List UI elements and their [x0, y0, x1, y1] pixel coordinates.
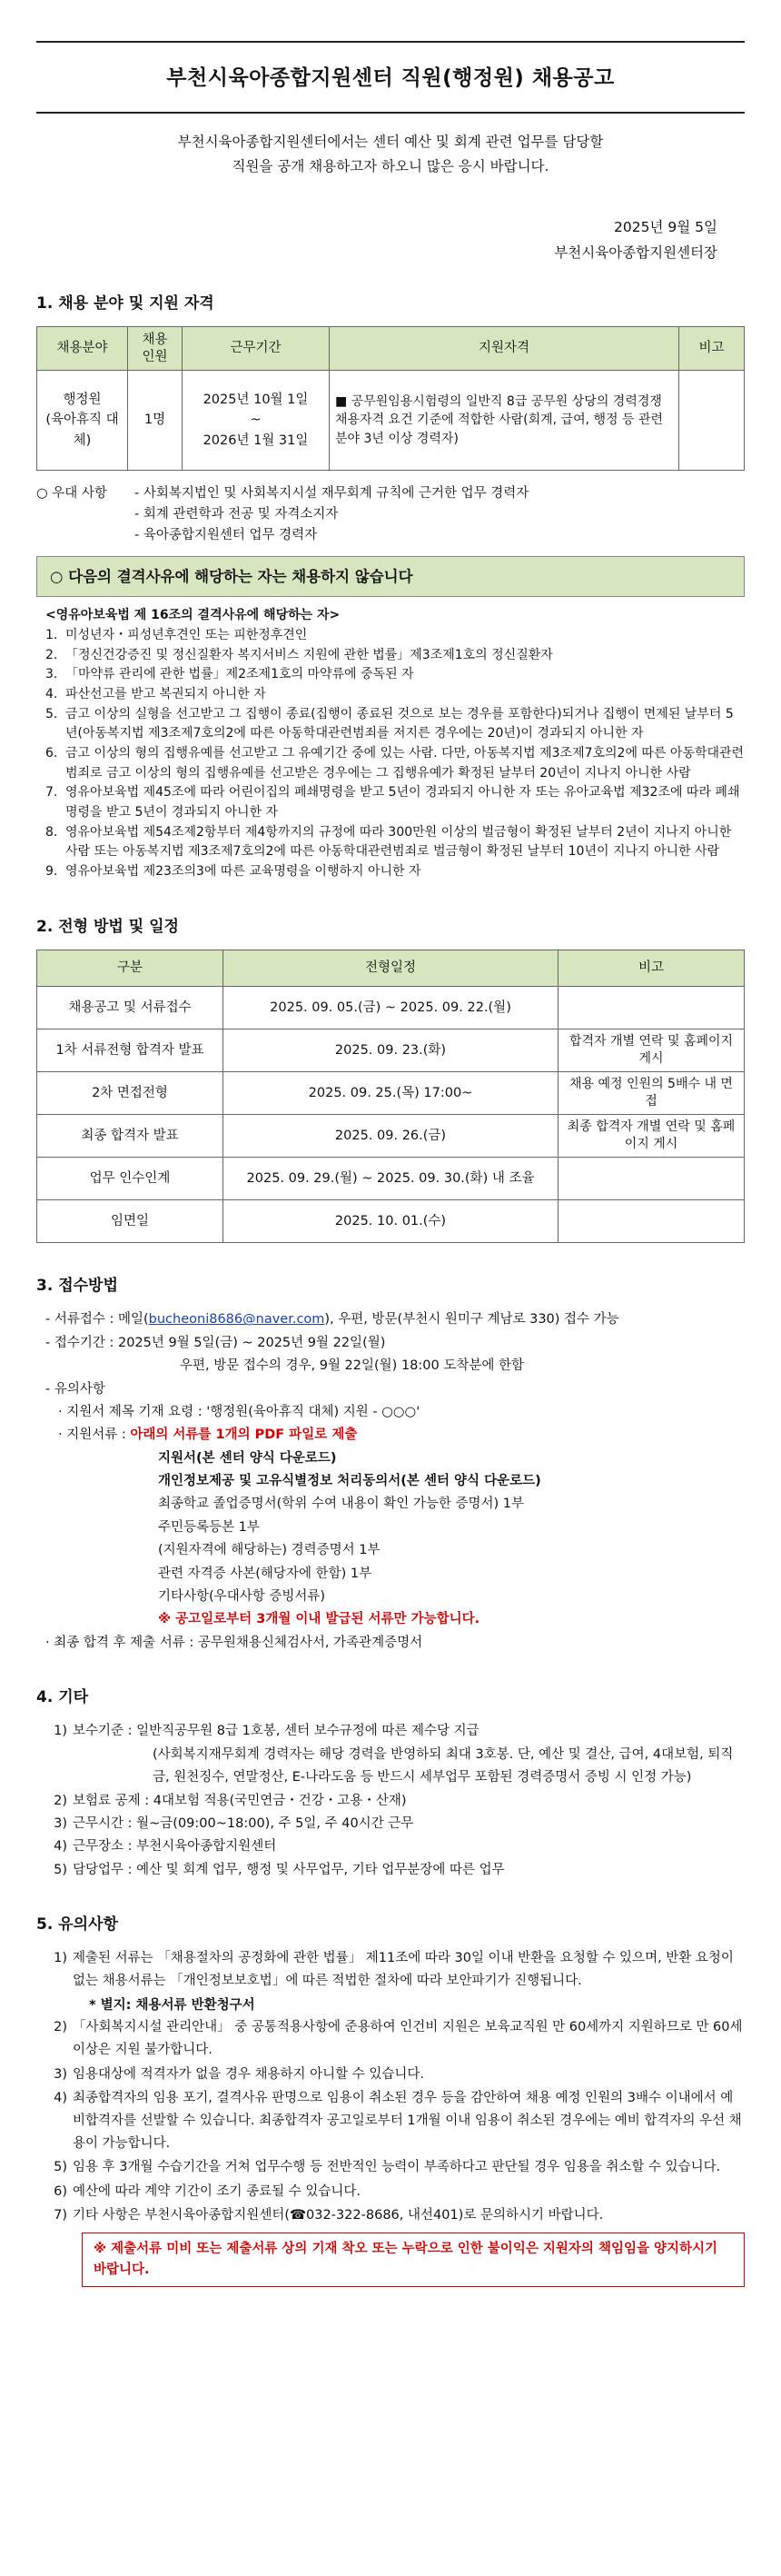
col-header: 전형일정: [223, 950, 559, 987]
recruit-table: [36, 326, 745, 471]
list-item: 6) 예산에 따라 계약 기간이 조기 종료될 수 있습니다.: [54, 2183, 361, 2199]
preference-item: - 육아종합지원센터 업무 경력자: [134, 528, 318, 543]
table-header-row: [37, 950, 745, 987]
list-item: 3. 「마약류 관리에 관한 법률」제2조제1호의 마약류에 중독된 자: [45, 667, 414, 682]
issue-block: [36, 215, 745, 266]
section-3-heading: 3. 접수방법: [36, 1277, 118, 1296]
doc-item: 지원서(본 센터 양식 다운로드): [158, 1450, 337, 1466]
doc-item: (지원자격에 해당하는) 경력증명서 1부: [158, 1543, 381, 1558]
list-item: 1. 미성년자・피성년후견인 또는 피한정후견인: [45, 627, 308, 642]
page-title: 부천시육아종합지원센터 직원(행정원) 채용공고: [166, 66, 615, 90]
cell-field: 행정원 (육아휴직 대체): [37, 371, 128, 471]
list-item: 6. 금고 이상의 형의 집행유예를 선고받고 그 유예기간 중에 있는 사람. 다만, 아동복지법 제3조제7호의2에 따른 아동학대관련범죄로 금고 이상의 형의 집행유예를 선고받은 경우에는 그 집행유예가 확정된 날부터 20년이 지나지 아니한 사람: [45, 745, 745, 781]
period-tilde: ~: [250, 413, 262, 428]
period-line: - 접수기간 : 2025년 9월 5일(금) ~ 2025년 9월 22일(월): [45, 1335, 386, 1350]
col-header: 지원자격: [330, 327, 679, 371]
list-item: 3) 임용대상에 적격자가 없을 경우 채용하지 아니할 수 있습니다.: [54, 2066, 425, 2082]
list-item: 2) 보험료 공제 : 4대보험 적용(국민연금・건강・고용・산재): [54, 1793, 407, 1808]
application-method: [36, 1308, 745, 1655]
section-2-heading: 2. 전형 방법 및 일정: [36, 917, 179, 936]
list-item: 4. 파산선고를 받고 복권되지 아니한 자: [45, 686, 266, 701]
preference-item: - 회계 관련학과 전공 및 자격소지자: [134, 507, 339, 522]
final-docs: · 최종 합격 후 제출 서류 : 공무원채용신체검사서, 가족관계증명서: [45, 1635, 423, 1650]
list-item: 2. 「정신건강증진 및 정신질환자 복지서비스 지원에 관한 법률」제3조제1호의 정신질환자: [45, 647, 553, 662]
table-row: 채용공고 및 서류접수 2025. 09. 05.(금) ~ 2025. 09. 22.(월): [37, 987, 745, 1029]
docs-warning: ※ 공고일로부터 3개월 이내 발급된 서류만 가능합니다.: [158, 1612, 480, 1627]
cell-qualification: ■ 공무원임용시험령의 일반직 8급 공무원 상당의 경력경쟁채용자격 요건 기준에 적합한 사람(회계, 급여, 행정 등 관련 분야 3년 이상 경력자): [330, 371, 679, 471]
list-item: 9. 영유아보육법 제23조의3에 따른 교육명령을 이행하지 아니한 자: [45, 864, 421, 880]
intro: [36, 130, 745, 179]
table-row: 최종 합격자 발표 2025. 09. 26.(금) 최종 합격자 개별 연락 및 홈페이지 게시: [37, 1115, 745, 1158]
col-header: 채용 인원: [128, 327, 183, 371]
list-item: 4) 근무장소 : 부천시육아종합지원센터: [54, 1839, 277, 1855]
table-row: 임면일 2025. 10. 01.(수): [37, 1200, 745, 1243]
col-header: 근무기간: [183, 327, 330, 371]
cell-count: 1명: [128, 371, 183, 471]
period-note: 우편, 방문 접수의 경우, 9월 22일(월) 18:00 도착분에 한함: [180, 1358, 524, 1374]
list-item: 3) 근무시간 : 월~금(09:00~18:00), 주 5일, 주 40시간 근무: [54, 1815, 414, 1831]
return-form-note: * 별지: 채용서류 반환청구서: [89, 1997, 255, 2013]
period-end: 2026년 1월 31일: [203, 433, 309, 448]
doc-item: 관련 자격증 사본(해당자에 한함) 1부: [158, 1566, 372, 1581]
list-item: 5. 금고 이상의 실형을 선고받고 그 집행이 종료(집행이 종료된 것으로 보는 경우를 포함한다)되거나 집행이 면제된 날부터 5년(아동복지법 제3조제7호의2에 따른 아동학대관련범죄를 저지른 경우에는 20년)이 경과되지 아니한 자: [45, 706, 734, 741]
doc-item: 최종학교 졸업증명서(학위 수여 내용이 확인 가능한 증명서) 1부: [158, 1497, 524, 1512]
disqualification-heading: <영유아보육법 제 16조의 결격사유에 해당하는 자>: [45, 608, 341, 623]
doc-item: 기타사항(우대사항 증빙서류): [158, 1588, 326, 1604]
list-item: 1) 보수기준 : 일반직공무원 8급 1호봉, 센터 보수규정에 따른 제수당 지급: [54, 1724, 479, 1739]
schedule-table: [36, 950, 745, 1243]
section-4-heading: 4. 기타: [36, 1688, 89, 1707]
section-5-heading: 5. 유의사항: [36, 1915, 118, 1934]
notice-head: - 유의사항: [45, 1381, 105, 1397]
list-item: 5) 담당업무 : 예산 및 회계 업무, 행정 및 사무업무, 기타 업무분장에 따른 업무: [54, 1862, 505, 1877]
subject-rule: · 지원서 제목 기재 요령 : '행정원(육아휴직 대체) 지원 - ○○○': [58, 1404, 420, 1419]
intro-line: 부천시육아종합지원센터에서는 센터 예산 및 회계 관련 업무를 담당할: [177, 133, 604, 150]
preference-item: - 사회복지법인 및 사회복지시설 재무회계 규칙에 근거한 업무 경력자: [134, 486, 529, 502]
intro-line: 직원을 공개 채용하고자 하오니 많은 응시 바랍니다.: [232, 157, 549, 174]
preference-block: [36, 483, 745, 547]
list-item: 2) 「사회복지시설 관리안내」 중 공통적용사항에 준용하여 인건비 지원은 보육교직원 만 60세까지 지원하므로 만 60세 이상은 지원 불가합니다.: [54, 2020, 743, 2057]
table-header-row: [37, 327, 745, 371]
col-header: 비고: [679, 327, 745, 371]
title-rule: [36, 112, 745, 114]
precautions: [36, 1947, 745, 2287]
list-item: 8. 영유아보육법 제54조제2항부터 제4항까지의 규정에 따라 300만원 이상의 벌금형이 확정된 날부터 2년이 지나지 아니한 사람 또는 아동복지법 제3조제7호의2에 따른 아동학대관련범죄로 벌금형이 확정된 날부터 10년이 지나지 아니한 사람: [45, 824, 732, 860]
col-header: 채용분야: [37, 327, 128, 371]
table-row: [37, 371, 745, 471]
issuer: 부천시육아종합지원센터장: [554, 244, 717, 261]
list-item: 7) 기타 사항은 부천시육아종합지원센터(☎032-322-8686, 내선401)로 문의하시기 바랍니다.: [54, 2208, 604, 2223]
cell-note: [679, 371, 745, 471]
disqualification-banner: ○ 다음의 결격사유에 해당하는 자는 채용하지 않습니다: [36, 556, 745, 598]
list-item: 7. 영유아보육법 제45조에 따라 어린이집의 폐쇄명령을 받고 5년이 경과되지 아니한 자 또는 유아교육법 제32조에 따라 폐쇄명령을 받고 5년이 경과되지 아니한 자: [45, 785, 740, 821]
doc-item: 개인정보제공 및 고유식별정보 처리동의서(본 센터 양식 다운로드): [158, 1474, 541, 1489]
disqualification-list: [36, 606, 745, 882]
issue-date: 2025년 9월 5일: [614, 218, 717, 235]
list-item: 5) 임용 후 3개월 수습기간을 거쳐 업무수행 등 전반적인 능력이 부족하다고 판단될 경우 임용을 취소할 수 있습니다.: [54, 2160, 721, 2175]
section-1-heading: 1. 채용 분야 및 지원 자격: [36, 293, 214, 313]
table-row: 1차 서류전형 합격자 발표 2025. 09. 23.(화) 합격자 개별 연락 및 홈페이지 게시: [37, 1029, 745, 1072]
col-header: 구분: [37, 950, 223, 987]
cell-period: [183, 371, 330, 471]
other-info: [36, 1720, 745, 1882]
list-item: 1) 제출된 서류는 「채용절차의 공정화에 관한 법률」 제11조에 따라 30일 이내 반환을 요청할 수 있으며, 반환 요청이 없는 채용서류는 「개인정보보호법」에 따른 적법한 절차에 따라 보안파기가 진행됩니다.: [54, 1951, 734, 1989]
final-warning: ※ 제출서류 미비 또는 제출서류 상의 기재 착오 또는 누락으로 인한 불이익은 지원자의 책임임을 양지하시기 바랍니다.: [82, 2233, 745, 2287]
table-row: 업무 인수인계 2025. 09. 29.(월) ~ 2025. 09. 30.(화) 내 조율: [37, 1158, 745, 1200]
list-item: 4) 최종합격자의 임용 포기, 결격사유 판명으로 임용이 취소된 경우 등을 감안하여 채용 예정 인원의 3배수 이내에서 예비합격자를 선발할 수 있습니다. 최종합격자 공고일로부터 1개월 이내 임용이 취소된 경우에는 예비 합격자의 우선 채용이 가능합니다.: [54, 2091, 742, 2151]
preference-lead: ○ 우대 사항: [36, 486, 107, 502]
submit-line: - 서류접수 : 메일(bucheoni8686@naver.com), 우편, 방문(부천시 원미구 계남로 330) 접수 가능: [45, 1312, 619, 1328]
pay-detail: (사회복지재무회계 경력자는 해당 경력을 반영하되 최대 3호봉. 단, 예산 및 결산, 급여, 4대보험, 퇴직금, 원천징수, 연말정산, E-나라도움 등 반드시 세부업무 포함된 경력증명서 증빙 시 인정 가능): [153, 1746, 734, 1785]
email-link[interactable]: bucheoni8686@naver.com: [148, 1312, 325, 1328]
table-row: 2차 면접전형 2025. 09. 25.(목) 17:00~ 채용 예정 인원의 5배수 내 면접: [37, 1072, 745, 1115]
doc-item: 주민등록등본 1부: [158, 1519, 260, 1535]
docs-list: [45, 1447, 745, 1632]
period-start: 2025년 10월 1일: [203, 392, 309, 407]
col-header: 비고: [559, 950, 745, 987]
docs-line: · 지원서류 : 아래의 서류를 1개의 PDF 파일로 제출: [58, 1427, 358, 1443]
